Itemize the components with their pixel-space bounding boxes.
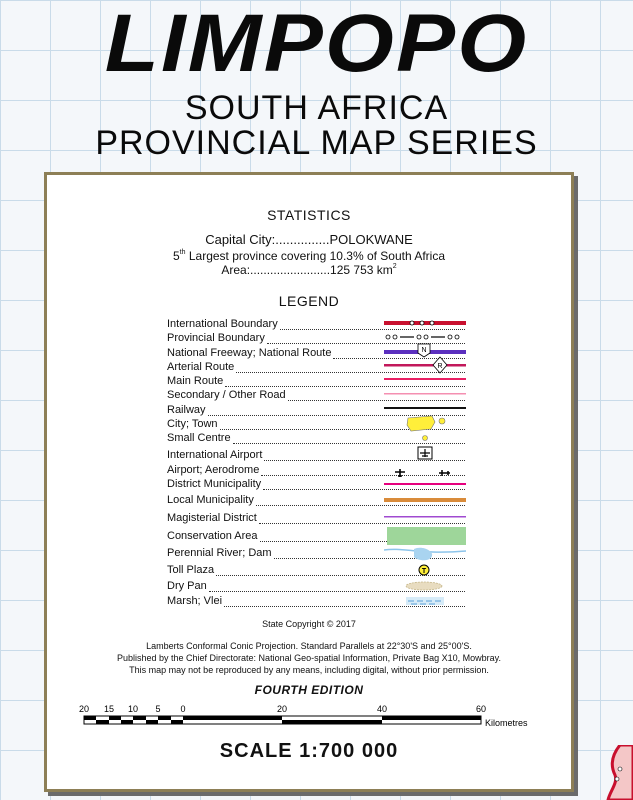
scale-unit: Kilometres bbox=[485, 718, 528, 728]
symbol-airport-aerodrome bbox=[395, 469, 450, 477]
scale-tick-15: 15 bbox=[103, 704, 115, 714]
symbol-main-route bbox=[384, 378, 466, 380]
symbol-secondary-road bbox=[384, 393, 466, 395]
map-corner-fragment bbox=[590, 745, 633, 800]
legend-label: Small Centre bbox=[167, 432, 231, 444]
size-rank: 5 bbox=[172, 249, 180, 263]
legend-label: Magisterial District bbox=[167, 512, 257, 524]
area-text: Area:........................125 753 km bbox=[221, 263, 393, 277]
statistics-heading: STATISTICS bbox=[267, 207, 351, 223]
scale-tick-40: 40 bbox=[376, 704, 388, 714]
route-badge-r: R bbox=[437, 363, 443, 370]
scale-tick-60: 60 bbox=[475, 704, 487, 714]
scale-ruler bbox=[84, 716, 481, 724]
map-subtitle-country: SOUTH AFRICA bbox=[184, 89, 449, 127]
reproduction-notice: This map may not be reproduced by any means, including digital, without prior permission. bbox=[129, 665, 489, 675]
symbol-city-town bbox=[407, 416, 445, 431]
symbol-international-boundary bbox=[384, 321, 466, 325]
symbol-national-freeway bbox=[384, 344, 466, 357]
legend-label: National Freeway; National Route bbox=[167, 347, 332, 359]
legend-label: Dry Pan bbox=[167, 580, 207, 592]
symbol-magisterial-district bbox=[384, 516, 466, 518]
symbol-toll-plaza bbox=[419, 565, 429, 575]
symbol-arterial-route bbox=[384, 357, 466, 373]
symbol-perennial-river bbox=[384, 548, 466, 561]
symbol-small-centre bbox=[423, 436, 428, 441]
legend-label: Main Route bbox=[167, 375, 224, 387]
legend-symbols bbox=[384, 315, 466, 615]
symbol-local-municipality bbox=[384, 498, 466, 502]
legend-label: Local Municipality bbox=[167, 494, 254, 506]
toll-badge: T bbox=[421, 568, 427, 575]
symbol-international-airport bbox=[418, 447, 432, 459]
legend-label: International Boundary bbox=[167, 318, 278, 330]
legend-label: Secondary / Other Road bbox=[167, 389, 286, 401]
scale-tick-10: 10 bbox=[127, 704, 139, 714]
symbol-marsh-vlei bbox=[406, 597, 444, 605]
route-badge-n: N bbox=[421, 347, 427, 354]
capital-city-line: Capital City:...............POLOKWANE bbox=[205, 232, 413, 247]
projection-text: Lamberts Conformal Conic Projection. Standard Parallels at 22°30'S and 25°00'S. bbox=[146, 641, 472, 651]
legend-label: Provincial Boundary bbox=[167, 332, 265, 344]
legend-label: Railway bbox=[167, 404, 206, 416]
legend-label: International Airport bbox=[167, 449, 263, 461]
area-unit-superscript: 2 bbox=[392, 263, 397, 270]
symbol-conservation-area bbox=[387, 527, 466, 545]
scale-tick-0: 0 bbox=[180, 704, 186, 714]
scale-tick-5: 5 bbox=[155, 704, 161, 714]
legend-label: Conservation Area bbox=[167, 530, 258, 542]
scale-tick-20: 20 bbox=[276, 704, 288, 714]
legend-label: Toll Plaza bbox=[167, 564, 215, 576]
info-panel bbox=[44, 172, 574, 792]
legend-label: Arterial Route bbox=[167, 361, 235, 373]
size-text: Largest province covering 10.3% of South Africa bbox=[185, 249, 445, 263]
scale-bar bbox=[67, 703, 557, 737]
legend-label: Perennial River; Dam bbox=[167, 547, 272, 559]
legend-heading: LEGEND bbox=[278, 293, 340, 309]
symbol-dry-pan bbox=[406, 582, 442, 590]
scale-ratio: SCALE 1:700 000 bbox=[219, 740, 399, 762]
legend-label: District Municipality bbox=[167, 478, 262, 490]
map-subtitle-series: PROVINCIAL MAP SERIES bbox=[95, 124, 538, 162]
publisher-text: Published by the Chief Directorate: National Geo-spatial Information, Private Bag X10, Mowbray. bbox=[116, 653, 502, 663]
scale-tick-20-left: 20 bbox=[78, 704, 90, 714]
size-rank-suffix: th bbox=[179, 249, 186, 256]
province-size-line bbox=[47, 249, 571, 263]
symbol-district-municipality bbox=[384, 483, 466, 485]
legend-label: Marsh; Vlei bbox=[167, 595, 223, 607]
copyright-text: State Copyright © 2017 bbox=[262, 619, 356, 629]
area-line bbox=[47, 263, 571, 277]
symbol-provincial-boundary bbox=[386, 335, 459, 339]
edition-label: FOURTH EDITION bbox=[254, 683, 364, 697]
legend-label: City; Town bbox=[167, 418, 218, 430]
map-title: LIMPOPO bbox=[104, 0, 529, 89]
symbol-railway bbox=[384, 407, 466, 409]
legend-label: Airport; Aerodrome bbox=[167, 464, 260, 476]
